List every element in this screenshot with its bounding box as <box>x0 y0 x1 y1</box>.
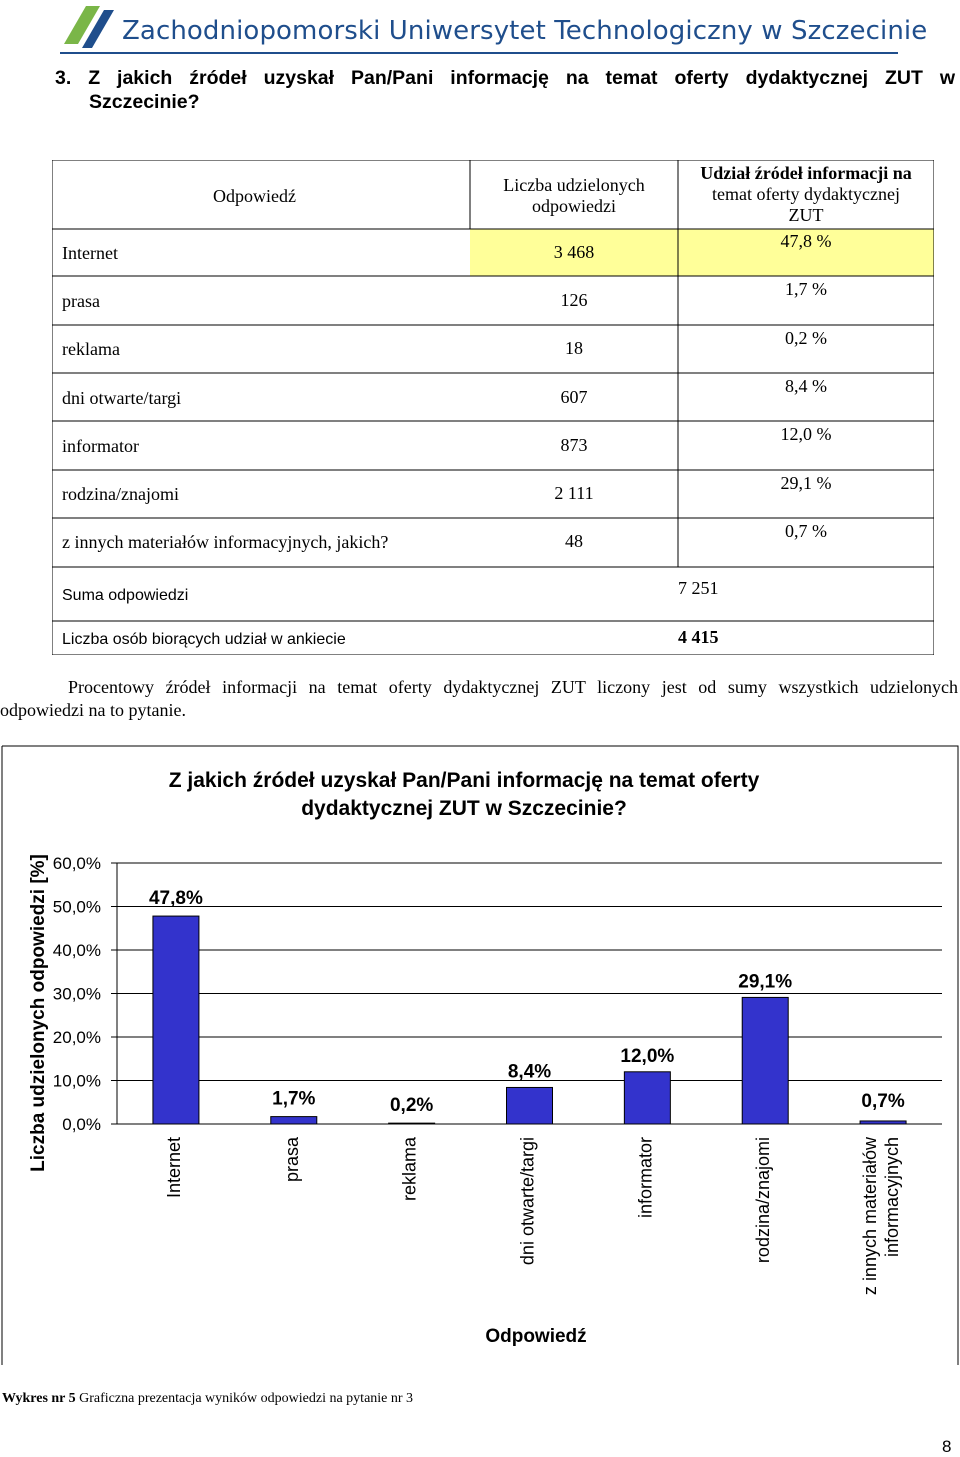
chart-title: Z jakich źródeł uzyskał Pan/Pani informację na temat oferty <box>168 769 760 792</box>
header-share <box>678 163 934 226</box>
bar <box>153 916 199 1124</box>
data-label: 12,0% <box>620 1045 675 1067</box>
bar <box>271 1117 317 1124</box>
row-share: 47,8 % <box>780 231 832 251</box>
y-tick-label: 50,0% <box>52 897 101 917</box>
y-tick-label: 10,0% <box>52 1071 101 1091</box>
x-tick-label: Internet <box>163 1137 184 1199</box>
data-label: 8,4% <box>507 1061 552 1083</box>
row-count: 126 <box>560 290 588 310</box>
data-label: 29,1% <box>738 971 793 993</box>
question-heading: 3. Z jakich źródeł uzyskał Pan/Pani informację na temat oferty dydaktycznej ZUT w <box>55 67 955 89</box>
bar <box>742 997 788 1124</box>
figure-caption <box>2 1391 413 1407</box>
university-logo <box>60 4 116 50</box>
sum-value: 7 251 <box>678 578 719 598</box>
header-share-line: Udział źródeł informacji na <box>700 163 912 183</box>
row-count: 3 468 <box>553 242 595 262</box>
row-share: 0,7 % <box>785 521 827 541</box>
row-label: reklama <box>62 339 120 359</box>
header-count-line: odpowiedzi <box>532 196 616 216</box>
question-heading-continued: Szczecinie? <box>89 91 200 113</box>
x-tick-label: informacyjnych <box>882 1137 903 1258</box>
sum-label: Suma odpowiedzi <box>62 587 189 604</box>
header-share-line: ZUT <box>788 205 824 225</box>
header-divider <box>60 52 898 54</box>
y-tick-label: 0,0% <box>62 1115 101 1134</box>
y-tick-label: 30,0% <box>52 984 101 1004</box>
x-tick-label: reklama <box>399 1137 420 1202</box>
row-share: 8,4 % <box>785 376 827 396</box>
row-label: informator <box>62 436 139 456</box>
bar <box>389 1123 435 1124</box>
y-tick-label: 40,0% <box>52 941 101 960</box>
row-count: 2 111 <box>554 483 594 503</box>
note-line: Procentowy źródeł informacji na temat oferty dydaktycznej ZUT liczony jest od sumy wszystkich udzielonych <box>68 677 958 697</box>
caption-text: Graficzna prezentacja wyników odpowiedzi na pytanie nr 3 <box>79 1391 414 1406</box>
bar <box>507 1087 553 1124</box>
chart-title: dydaktycznej ZUT w Szczecinie? <box>301 797 627 820</box>
results-table <box>52 160 934 655</box>
header-answer: Odpowiedź <box>213 186 296 206</box>
respondents-label: Liczba osób biorących udział w ankiecie <box>62 631 346 648</box>
y-axis-label: Liczba udzielonych odpowiedzi [%] <box>28 854 49 1172</box>
row-share: 12,0 % <box>780 424 832 444</box>
x-tick-label: rodzina/znajomi <box>753 1137 774 1264</box>
bar <box>860 1121 906 1124</box>
row-label: dni otwarte/targi <box>62 388 182 408</box>
row-share: 29,1 % <box>780 473 832 493</box>
row-label: Internet <box>62 243 118 263</box>
y-tick-label: 60,0% <box>52 854 101 873</box>
row-count: 48 <box>565 531 583 551</box>
data-label: 0,2% <box>389 1095 434 1116</box>
calculation-note <box>0 676 958 722</box>
data-label: 0,7% <box>861 1091 905 1112</box>
respondents-value: 4 415 <box>678 627 719 647</box>
x-tick-label: dni otwarte/targi <box>517 1137 538 1266</box>
x-tick-label: z innych materiałów <box>860 1137 881 1296</box>
x-tick-label: prasa <box>281 1137 302 1183</box>
row-label: prasa <box>62 291 100 311</box>
bar-chart <box>0 745 960 1370</box>
y-tick-label: 20,0% <box>52 1028 101 1047</box>
x-tick-label: informator <box>635 1137 656 1219</box>
header-share-line: temat oferty dydaktycznej <box>712 184 900 204</box>
header-count-line: Liczba udzielonych <box>503 175 645 195</box>
bar <box>624 1072 670 1124</box>
row-share: 1,7 % <box>785 279 827 299</box>
row-count: 607 <box>560 387 588 407</box>
row-count: 18 <box>565 338 583 358</box>
chart-frame <box>2 746 958 1365</box>
row-count: 873 <box>560 435 588 455</box>
x-axis-label: Odpowiedź <box>485 1326 587 1347</box>
caption-number: Wykres nr 5 <box>2 1391 76 1406</box>
data-label: 1,7% <box>272 1088 316 1110</box>
university-name: Zachodniopomorski Uniwersytet Technologiczny w Szczecinie <box>122 16 928 46</box>
note-line: odpowiedzi na to pytanie. <box>0 700 186 720</box>
header-count <box>470 175 678 217</box>
data-label: 47,8% <box>148 888 203 910</box>
row-label: rodzina/znajomi <box>62 484 179 504</box>
row-share: 0,2 % <box>785 328 827 348</box>
page-number: 8 <box>942 1437 952 1456</box>
row-label: z innych materiałów informacyjnych, jakich? <box>62 532 389 552</box>
